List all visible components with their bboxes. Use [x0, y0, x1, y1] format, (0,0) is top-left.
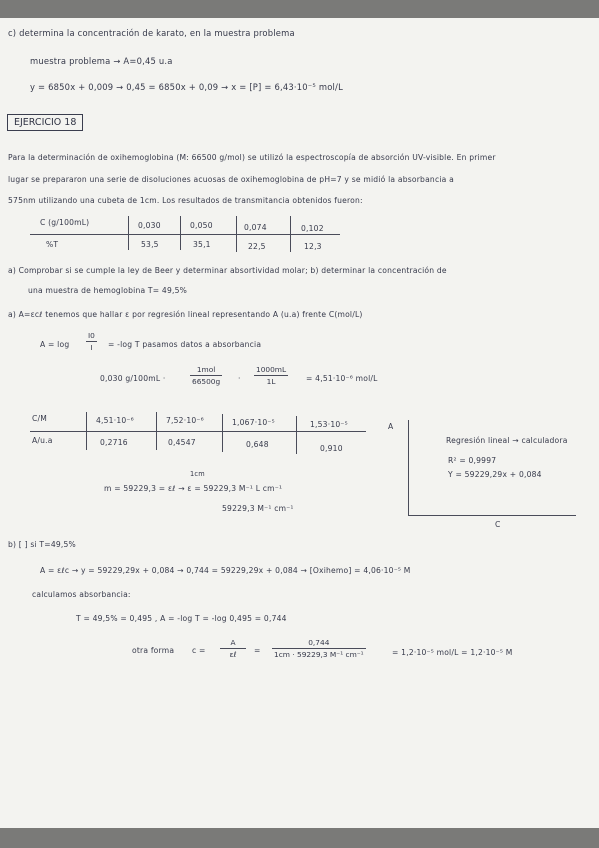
results-cell: 4,51·10⁻⁶ — [96, 416, 134, 425]
results-label-a: A/u.a — [32, 436, 53, 445]
answer-b-line3: calculamos absorbancia: — [32, 590, 131, 599]
table-divider — [290, 216, 291, 252]
regression-title: Regresión lineal → calculadora — [446, 436, 568, 445]
fraction-numerator: I0 — [88, 331, 95, 340]
answer-b-line4: T = 49,5% = 0,495 , A = -log T = -log 0,495 = 0,744 — [76, 614, 287, 623]
slope-line2: 59229,3 M⁻¹ cm⁻¹ — [222, 504, 294, 513]
other-way-label: otra forma — [132, 646, 175, 655]
notebook-page — [0, 18, 599, 828]
absorbance-fraction — [86, 331, 97, 352]
results-cell: 1,067·10⁻⁵ — [232, 418, 275, 427]
fraction-numerator: A — [230, 638, 236, 647]
table-cell: 22,5 — [248, 242, 266, 251]
results-cell: 0,910 — [320, 444, 343, 453]
results-divider — [296, 416, 297, 454]
results-cell: 0,648 — [246, 440, 269, 449]
table-divider — [236, 216, 237, 252]
exercise-title: EJERCICIO 18 — [7, 114, 83, 131]
questions-line2: una muestra de hemoglobina T= 49,5% — [28, 286, 188, 295]
conversion-dot: · — [238, 374, 241, 383]
answer-b-result: = 1,2·10⁻⁵ mol/L = 1,2·10⁻⁵ M — [392, 648, 513, 657]
results-cell: 1,53·10⁻⁵ — [310, 420, 348, 429]
absorbance-lhs: A = log — [40, 340, 70, 349]
results-cell: 7,52·10⁻⁶ — [166, 416, 204, 425]
fraction-bar — [190, 375, 222, 376]
fraction-numerator: 1mol — [196, 365, 216, 374]
fraction-denominator: 1cm · 59229,3 M⁻¹ cm⁻¹ — [274, 650, 364, 659]
results-divider — [86, 412, 87, 450]
table-divider — [180, 216, 181, 250]
questions-line1: a) Comprobar si se cumple la ley de Beer y determinar absortividad molar; b) determinar la concentración de — [8, 266, 447, 275]
table-divider — [128, 216, 129, 250]
part-c-heading: c) determina la concentración de karato, en la muestra problema — [8, 28, 295, 38]
results-label-c: C/M — [32, 414, 48, 423]
fraction-denominator: 1L — [266, 377, 276, 386]
table-label-transmittance: %T — [46, 240, 59, 249]
slope-path-length: 1cm — [190, 470, 205, 478]
fraction-numerator: 0,744 — [308, 638, 330, 647]
table-cell: 0,102 — [301, 224, 324, 233]
fraction-numerator: 1000mL — [256, 365, 287, 374]
table-cell: 0,074 — [244, 223, 267, 232]
fraction-bar — [86, 341, 97, 342]
equals-sign: = — [254, 646, 261, 655]
table-cell: 0,030 — [138, 221, 161, 230]
table-divider — [30, 234, 340, 235]
regression-axis-x-label: C — [495, 520, 501, 529]
fraction-bar — [254, 375, 288, 376]
formula-fraction-2 — [272, 638, 366, 659]
conversion-rhs: = 4,51·10⁻⁶ mol/L — [306, 374, 378, 383]
regression-axis-y-label: A — [388, 422, 394, 431]
answer-b-line1: b) [ ] si T=49,5% — [8, 540, 76, 549]
statement-line2: lugar se prepararon una serie de disoluciones acuosas de oxihemoglobina de pH=7 y se midió la absorbancia a — [8, 175, 454, 184]
concentration-eq: c = — [192, 646, 206, 655]
fraction-denominator: 66500g — [192, 377, 221, 386]
answer-a-line1: a) A=εcℓ tenemos que hallar ε por regresión lineal representando A (u.a) frente C(mol/L) — [8, 310, 363, 319]
absorbance-rhs: = -log T pasamos datos a absorbancia — [108, 340, 262, 349]
table-label-concentration: C (g/100mL) — [40, 218, 90, 227]
regression-r2: R² = 0,9997 — [448, 456, 497, 465]
statement-line1: Para la determinación de oxihemoglobina (M: 66500 g/mol) se utilizó la espectroscopía de absorción UV-visible. En primer — [8, 153, 496, 162]
statement-line3: 575nm utilizando una cubeta de 1cm. Los resultados de transmitancia obtenidos fueron: — [8, 196, 363, 205]
part-c-line1: muestra problema → A=0,45 u.a — [30, 56, 173, 66]
results-cell: 0,4547 — [168, 438, 196, 447]
conversion-fraction-1 — [190, 365, 222, 386]
results-divider — [222, 414, 223, 452]
table-cell: 0,050 — [190, 221, 213, 230]
part-c-line2: y = 6850x + 0,009 → 0,45 = 6850x + 0,09 → x = [P] = 6,43·10⁻⁵ mol/L — [30, 82, 343, 92]
slope-line1: m = 59229,3 = εℓ → ε = 59229,3 M⁻¹ L cm⁻¹ — [104, 484, 283, 493]
conversion-lhs: 0,030 g/100mL · — [100, 374, 166, 383]
fraction-denominator: εℓ — [229, 650, 237, 659]
table-cell: 12,3 — [304, 242, 322, 251]
regression-y-axis — [408, 420, 409, 516]
results-cell: 0,2716 — [100, 438, 128, 447]
table-cell: 35,1 — [193, 240, 211, 249]
fraction-bar — [220, 648, 246, 649]
results-divider — [156, 412, 157, 450]
answer-b-line2: A = εℓc → y = 59229,29x + 0,084 → 0,744 = 59229,29x + 0,084 → [Oxihemo] = 4,06·10⁻⁵ M — [40, 566, 411, 575]
table-cell: 53,5 — [141, 240, 159, 249]
conversion-fraction-2 — [254, 365, 288, 386]
results-divider — [30, 431, 366, 432]
fraction-bar — [272, 648, 366, 649]
formula-fraction-1 — [220, 638, 246, 659]
regression-equation: Y = 59229,29x + 0,084 — [448, 470, 542, 479]
regression-x-axis — [408, 515, 576, 516]
fraction-denominator: I — [90, 343, 93, 352]
